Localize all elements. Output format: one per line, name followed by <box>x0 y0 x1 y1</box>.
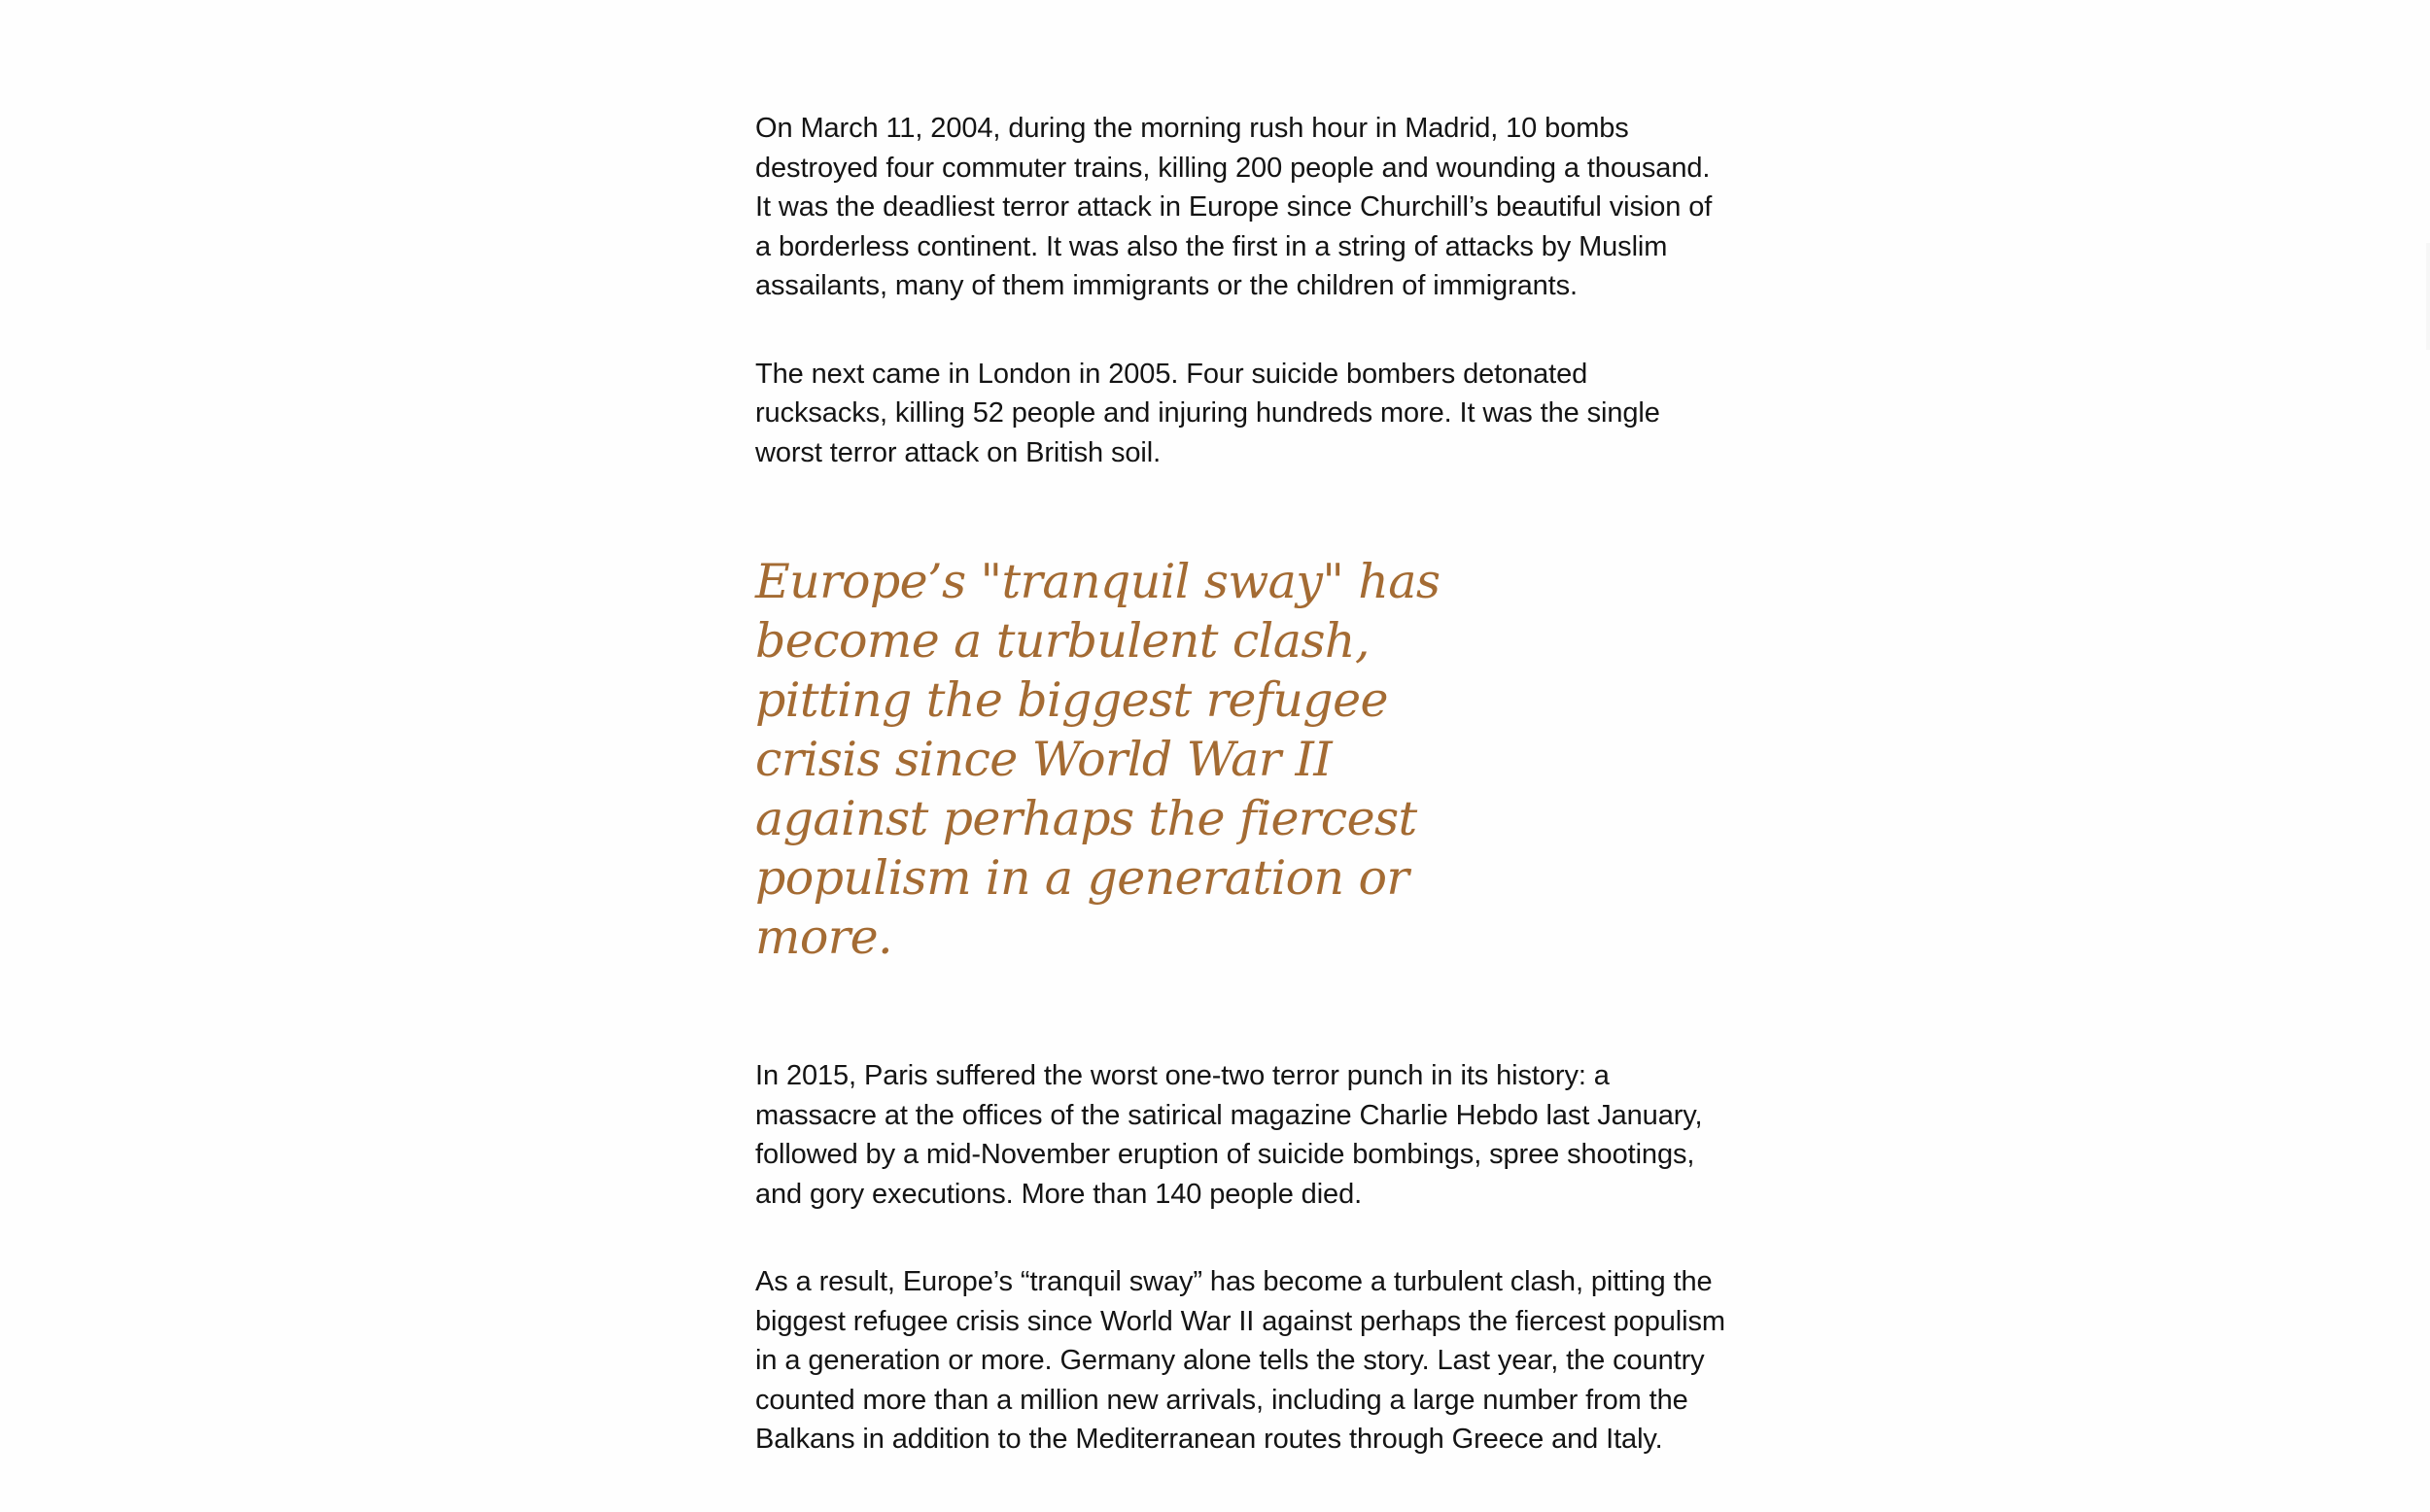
article-body <box>755 109 1727 1460</box>
paragraph-refugee-crisis: As a result, Europe’s “tranquil sway” has become a turbulent clash, pitting the biggest refugee crisis since World War II against perhaps the fiercest populism in a generation or more. Germany alone tells the story. Last year, the country counted more than a million new arrivals, including a large number from the Balkans in addition to the Mediterranean routes through Greece and Italy. <box>755 1266 1725 1455</box>
paragraph-paris-attacks: In 2015, Paris suffered the worst one-two terror punch in its history: a massacre at the offices of the satirical magazine Charlie Hebdo last January, followed by a mid-November eruption of suicide bombings, spree shootings, and gory executions. More than 140 people died. <box>755 1060 1703 1210</box>
paragraph-london-bombing: The next came in London in 2005. Four suicide bombers detonated rucksacks, killing 52 people and injuring hundreds more. It was the single worst terror attack on British soil. <box>755 358 1660 468</box>
paragraph-madrid-bombing: On March 11, 2004, during the morning rush hour in Madrid, 10 bombs destroyed four commuter trains, killing 200 people and wounding a thousand. It was the deadliest terror attack in Europe since Churchill’s beautiful vision of a borderless continent. It was also the first in a string of attacks by Muslim assailants, many of them immigrants or the children of immigrants. <box>755 113 1713 301</box>
scrollbar[interactable] <box>2426 243 2430 350</box>
pull-quote: Europe’s "tranquil sway" has become a turbulent clash, pitting the biggest refugee crisis since World War II against perhaps the fiercest populism in a generation or more. <box>755 554 1441 965</box>
